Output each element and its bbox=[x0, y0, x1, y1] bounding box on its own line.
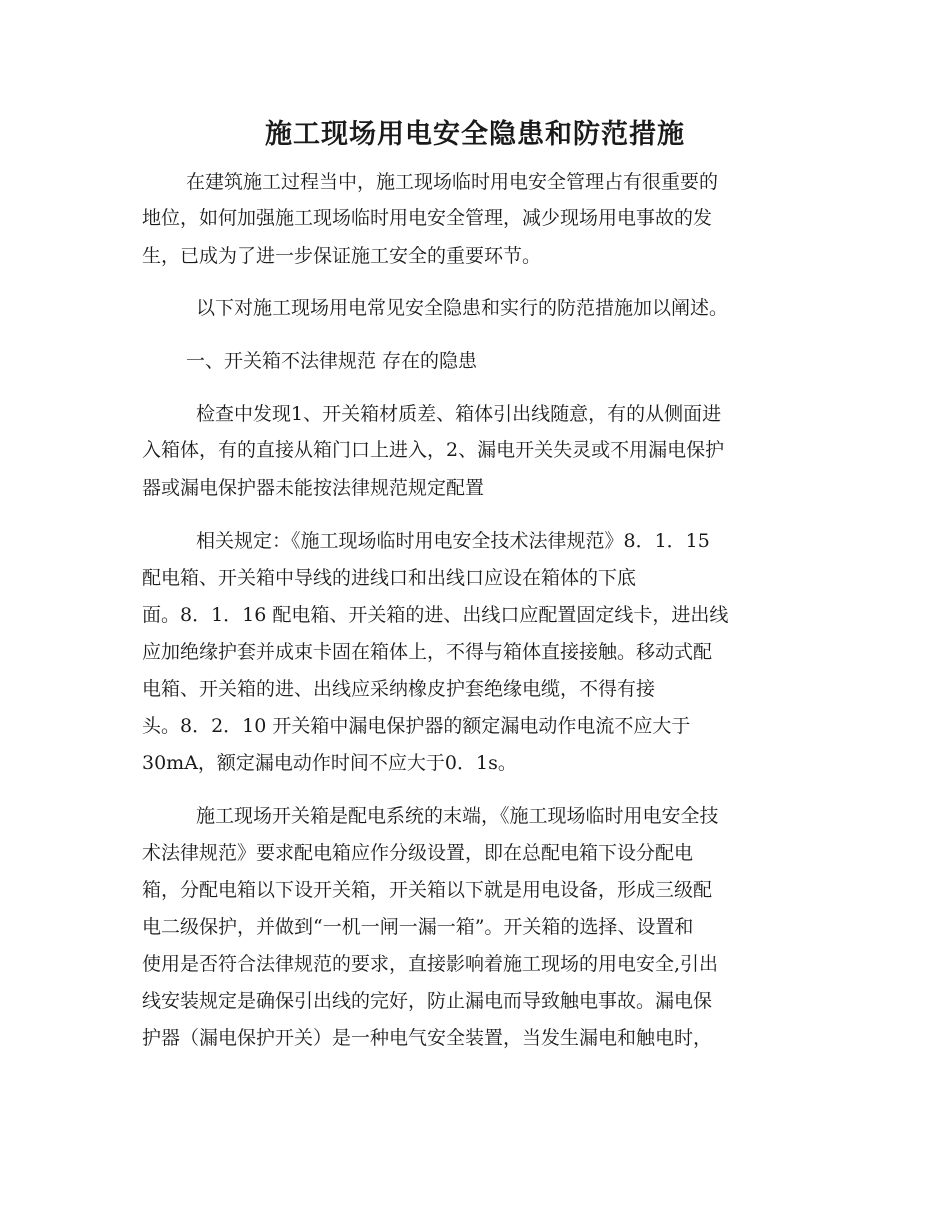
paragraph-line: 相关规定：《施工现场临时用电安全技术法律规范》8．1．15 bbox=[196, 530, 710, 552]
paragraph-line: 线安装规定是确保引出线的完好，防止漏电而导致触电事故。漏电保 bbox=[142, 990, 713, 1012]
paragraph-line: 30mA，额定漏电动作时间不应大于0．1s。 bbox=[142, 752, 517, 774]
paragraph-line: 生，已成为了进一步保证施工安全的重要环节。 bbox=[142, 245, 542, 267]
paragraph-line: 配电箱、开关箱中导线的进线口和出线口应设在箱体的下底 bbox=[142, 567, 637, 589]
paragraph-line: 护器（漏电保护开关）是一种电气安全装置，当发生漏电和触电时， bbox=[142, 1027, 713, 1049]
paragraph-line: 施工现场开关箱是配电系统的末端，《施工现场临时用电安全技 bbox=[196, 805, 719, 827]
paragraph-line: 电箱、开关箱的进、出线应采纳橡皮护套绝缘电缆，不得有接 bbox=[142, 678, 656, 700]
paragraph-line: 箱，分配电箱以下设开关箱，开关箱以下就是用电设备，形成三级配 bbox=[142, 879, 713, 901]
section-heading: 一、开关箱不法律规范 存在的隐患 bbox=[186, 350, 478, 372]
paragraph-line: 术法律规范》要求配电箱应作分级设置，即在总配电箱下设分配电 bbox=[142, 842, 694, 864]
paragraph-line: 以下对施工现场用电常见安全隐患和实行的防范措施加以阐述。 bbox=[196, 297, 729, 319]
paragraph-line: 使用是否符合法律规范的要求，直接影响着施工现场的用电安全,引出 bbox=[142, 953, 719, 975]
paragraph-line: 器或漏电保护器未能按法律规范规定配置 bbox=[142, 477, 485, 499]
document-title: 施工现场用电安全隐患和防范措施 bbox=[265, 119, 685, 150]
paragraph-line: 在建筑施工过程当中，施工现场临时用电安全管理占有很重要的 bbox=[186, 171, 719, 193]
paragraph-line: 电二级保护，并做到“一机一闸一漏一箱”。开关箱的选择、设置和 bbox=[142, 916, 694, 938]
paragraph-line: 检查中发现1、开关箱材质差、箱体引出线随意，有的从侧面进 bbox=[196, 403, 722, 425]
paragraph-line: 入箱体，有的直接从箱门口上进入，2、漏电开关失灵或不用漏电保护 bbox=[142, 439, 725, 461]
paragraph-line: 地位，如何加强施工现场临时用电安全管理，减少现场用电事故的发 bbox=[142, 207, 713, 229]
paragraph-line: 面。8．1．16 配电箱、开关箱的进、出线口应配置固定线卡，进出线 bbox=[142, 604, 729, 626]
paragraph-line: 头。8．2．10 开关箱中漏电保护器的额定漏电动作电流不应大于 bbox=[142, 715, 691, 737]
paragraph-line: 应加绝缘护套并成束卡固在箱体上，不得与箱体直接接触。移动式配 bbox=[142, 641, 713, 663]
